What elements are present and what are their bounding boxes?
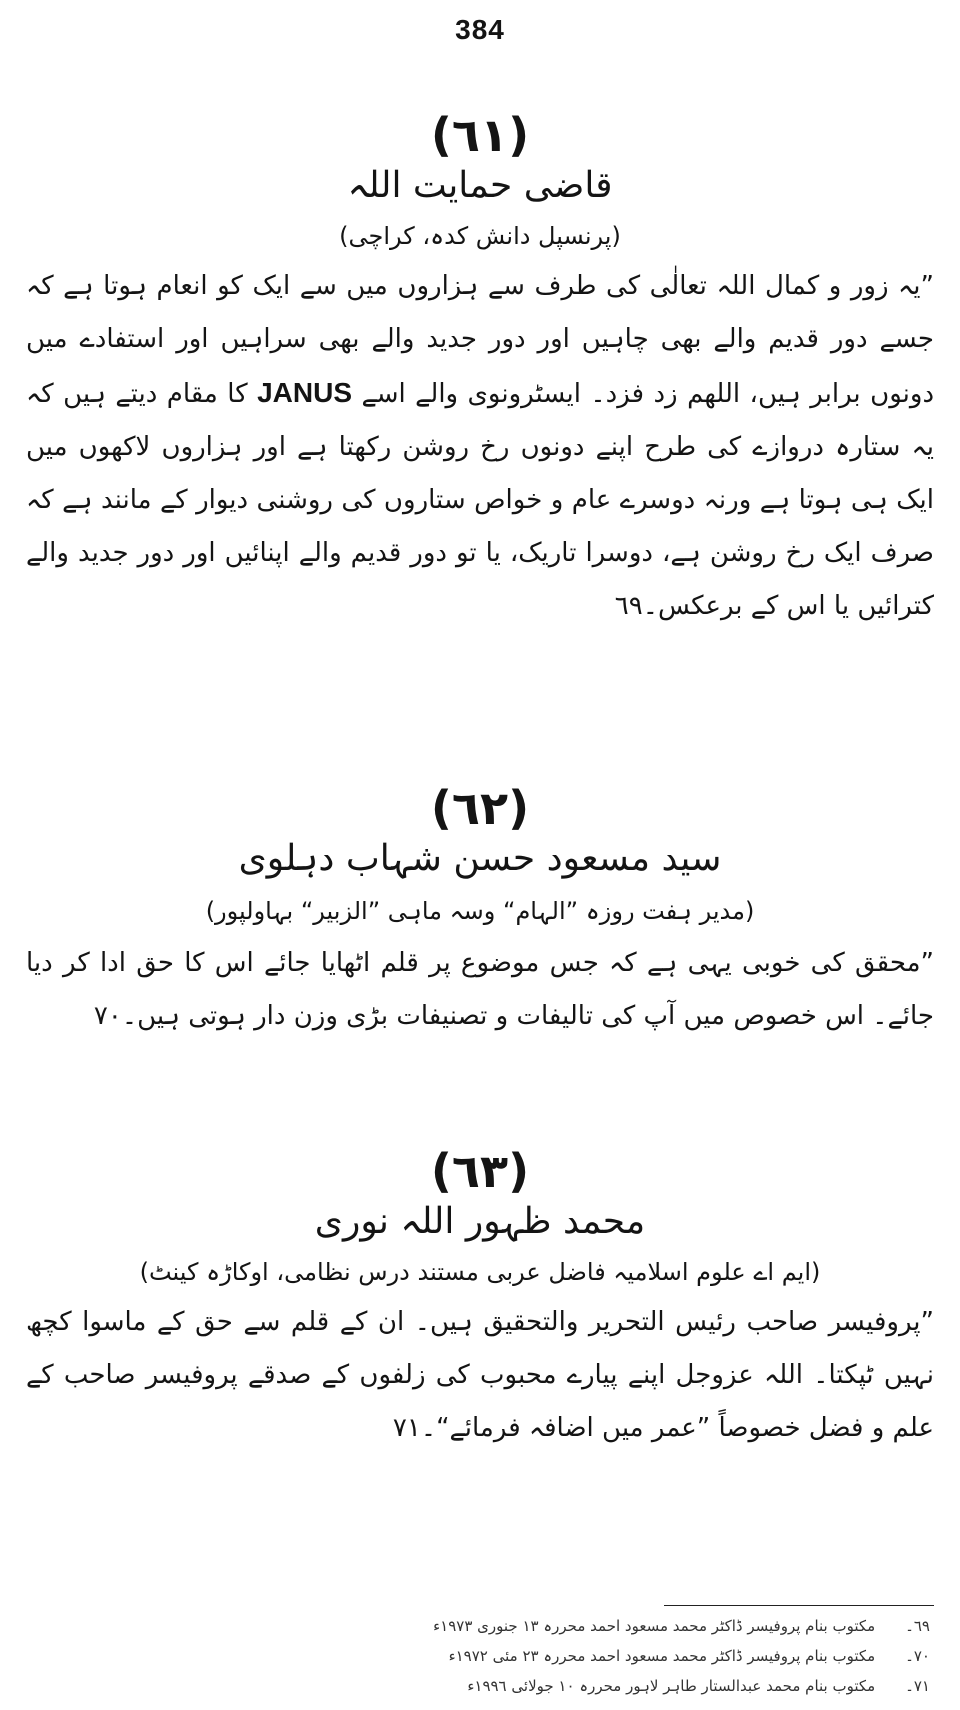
footnote-text: مکتوب بنام پروفیسر ڈاکٹر محمد مسعود احمد محررہ ٢٣ مئی ١٩٧٢ء (448, 1647, 876, 1665)
entry-name: سید مسعود حسن شہاب دہلوی (238, 838, 722, 879)
quote-text-part-1: ”یہ زور و کمال اللہ تعالٰی کی طرف سے ہزاروں میں سے ایک کو انعام ہوتا ہے کہ جسے دور قدیم والے بھی چاہیں اور دور جدید والے بھی سراہیں اور استفادے میں دونوں برابر ہیں، اللھم زد فزد۔ ایسٹرونوی والے اسے (26, 271, 935, 410)
entry-number: (٦٢) (430, 781, 530, 835)
footnote-text: مکتوب بنام پروفیسر ڈاکٹر محمد مسعود احمد محررہ ١٣ جنوری ١٩٧٣ء (433, 1617, 876, 1635)
entry-quote (26, 260, 934, 633)
entry-role: (پرنسپل دانش کدہ، کراچی) (339, 222, 621, 251)
footnote-number: ٧٠۔ (905, 1647, 930, 1665)
entry-name: قاضی حمایت اللہ (347, 165, 613, 206)
entry-63 (0, 1144, 960, 1455)
footnote-text: مکتوب بنام محمد عبدالستار طاہر لاہور محررہ ١٠ جولائی ١٩٩٦ء (467, 1677, 876, 1695)
footnote-number: ٧١۔ (905, 1677, 930, 1695)
entry-role: (ایم اے علوم اسلامیہ فاضل عربی مستند درس نظامی، اوکاڑہ کینٹ) (139, 1258, 821, 1287)
entry-name: محمد ظہور اللہ نوری (314, 1201, 646, 1242)
footnote-71 (290, 1677, 930, 1705)
entry-quote: ”محقق کی خوبی یہی ہے کہ جس موضوع پر قلم اٹھایا جائے اس کا حق ادا کر دیا جائے۔ اس خصوص میں آپ کی تالیفات و تصنیفات بڑی وزن دار ہوتی ہیں۔٧٠ (26, 948, 934, 1032)
page-number: 384 (455, 14, 505, 45)
footnote-rule (664, 1605, 934, 1606)
entry-61 (0, 108, 960, 633)
entry-number: (٦٣) (430, 1144, 530, 1198)
entry-role: (مدیر ہفت روزہ ”الہام“ وسہ ماہی ”الزبیر“ بہاولپور) (205, 897, 755, 926)
footnote-number: ٦٩۔ (905, 1617, 930, 1635)
entry-quote: ”پروفیسر صاحب رئیس التحریر والتحقیق ہیں۔ ان کے قلم سے حق کے ماسوا کچھ نہیں ٹپکتا۔ اللہ عزوجل اپنے پیارے محبوب کی زلفوں کے صدقے پروفیسر صاحب کے علم و فضل خصوصاً ”عمر میں اضافہ فرمائے“۔٧١ (26, 1307, 934, 1444)
footnote-70 (290, 1647, 930, 1675)
entry-number: (٦١) (430, 108, 530, 162)
footnote-69 (290, 1617, 930, 1645)
quote-latin-word: JANUS (257, 377, 352, 409)
entry-62 (0, 781, 960, 1043)
quote-text-part-2: کا مقام دیتے ہیں کہ یہ ستارہ دروازے کی طرح اپنے دونوں رخ روشن رکھتا ہے اور ہزاروں لاکھوں میں ایک ہی ہوتا ہے ورنہ دوسرے عام و خواص ستاروں کی روشنی دیوار کے مانند ہے کہ صرف ایک رخ روشن ہے، دوسرا تاریک، یا تو دور قدیم والے اپنائیں اور دور جدید والے کترائیں یا اس کے برعکس۔٦٩ (26, 379, 934, 622)
